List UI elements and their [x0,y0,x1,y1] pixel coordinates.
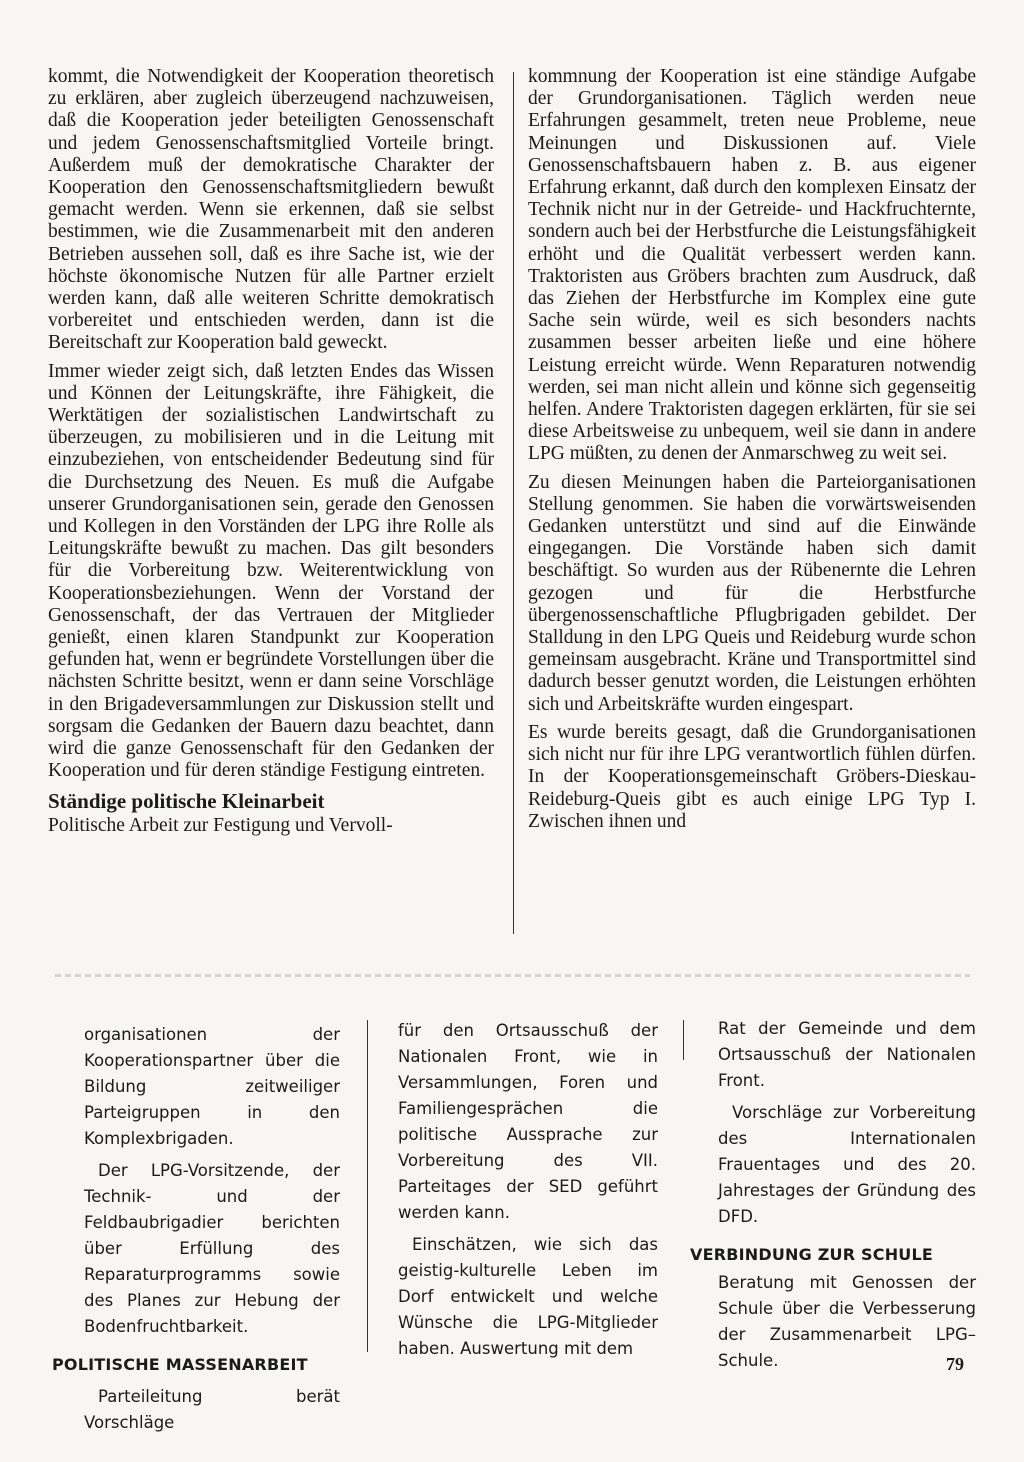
section-heading: Ständige politische Kleinarbeit [48,788,325,813]
box-list-item: Der LPG-Vorsitzende, der Technik- und der Feldbaubrigadier berichten über Erfüllung des Reparaturprogramms sowie des Planes zur Hebung der Bodenfruchtbarkeit. [84,1161,340,1336]
box-list-item: Vorschläge zur Vorbereitung des Internationalen Frauentages und des 20. Jahrestages der Gründung des DFD. [718,1103,976,1226]
section-separator [55,974,970,977]
paragraph: Politische Arbeit zur Festigung und Vervoll- [48,814,393,836]
page-number: 79 [946,1354,964,1374]
box-column-divider [683,1020,684,1060]
paragraph: kommt, die Notwendigkeit der Kooperation theoretisch zu erklären, aber zugleich überzeugend nachzuweisen, daß die Kooperation jeder beteiligten Genossenschaft und jedem Genossenschaftsmitglied Vorteile bringt. Außerdem muß der demokratische Charakter der Kooperation den Genossenschaftsmitgliedern bewußt gemacht werden. Wenn sie erkennen, daß sie selbst bestimmen, wie die Zusammenarbeit mit den anderen Betrieben aussehen soll, daß es ihre Sache ist, wie der höchste ökonomische Nutzen für alle Partner erzielt werden kann, daß alle weiteren Schritte demokratisch vorbereitet und entschieden werden, dann ist die Bereitschaft zur Kooperation bald geweckt. [48,66,494,354]
box-paragraph: Beratung mit Genossen der Schule über die Verbesserung der Zusammenarbeit LPG–Schule. [718,1273,976,1370]
box-column-2 [398,1018,658,1362]
box-list-item: Parteileitung berät Vorschläge [84,1387,340,1432]
paragraph: Zu diesen Meinungen haben die Parteiorganisationen Stellung genommen. Sie haben die vorwärtsweisenden Gedanken unterstützt und sind auf die Einwände eingegangen. Die Vorstände haben sich damit beschäftigt. So wurden aus der Rübenernte die Lehren gezogen und für die Herbstfurche übergenossenschaftliche Pflugbrigaden gebildet. Der Stalldung in den LPG Queis und Reideburg wurde schon gemeinsam ausgebracht. Kräne und Transportmittel sind dadurch besser genutzt worden, die Leistungen erhöhten sich und Arbeitskräfte wurden eingespart. [528,471,976,715]
box-heading-schule: VERBINDUNG ZUR SCHULE [690,1245,933,1264]
box-column-divider [367,1020,368,1352]
box-column-3 [690,1016,976,1374]
paragraph: Immer wieder zeigt sich, daß letzten Endes das Wissen und Können der Leitungskräfte, ihre Fähigkeit, die Werktätigen der sozialistischen Landwirtschaft zu überzeugen, zu mobilisieren und in die Leitung mit einzubeziehen, von entscheidender Bedeutung sind für die Durchsetzung des Neuen. Es muß die Aufgabe unserer Grundorganisationen sein, gerade den Genossen und Kollegen in den Vorständen der LPG ihre Rolle als Leitungskräfte bewußt zu machen. Das gilt besonders für die Vorbereitung bzw. Weiterentwicklung von Kooperationsbeziehungen. Wenn der Vorstand der Genossenschaft, der das Vertrauen der Mitglieder genießt, einen klaren Standpunkt zur Kooperation gefunden hat, wenn er begründete Vorstellungen über die nächsten Schritte besitzt, wenn er dann seine Vorschläge in den Brigadeversammlungen zur Diskussion stellt und sorgsam die Gedanken der Bauern dazu beachtet, dann wird die ganze Genossenschaft für den Gedanken der Kooperation und für deren ständige Festigung eintreten. [48,360,494,782]
box-column-1 [52,1022,340,1436]
paragraph: Es wurde bereits gesagt, daß die Grundorganisationen sich nicht nur für ihre LPG verantwortlich fühlen dürfen. In der Kooperationsgemeinschaft Gröbers-Dieskau-Reideburg-Queis gibt es auch einige LPG Typ I. Zwischen ihnen und [528,721,976,832]
box-list-item: Einschätzen, wie sich das geistig-kulturelle Leben im Dorf entwickelt und welche Wünsche die LPG-Mitglieder haben. Auswertung mit dem [398,1235,658,1358]
box-paragraph: Rat der Gemeinde und dem Ortsausschuß der Nationalen Front. [718,1019,976,1090]
box-paragraph: für den Ortsausschuß der Nationalen Front, wie in Versammlungen, Foren und Familiengesprächen die politische Aussprache zur Vorbereitung des VII. Parteitages der SED geführt werden kann. [398,1021,658,1222]
article-column-left [48,66,494,837]
box-heading-massenarbeit: POLITISCHE MASSENARBEIT [52,1355,308,1374]
article-column-right [528,66,976,833]
paragraph: kommnung der Kooperation ist eine ständige Aufgabe der Grundorganisationen. Täglich werden neue Erfahrungen gesammelt, treten neue Probleme, neue Meinungen und Diskussionen auf. Viele Genossenschaftsbauern haben z. B. aus eigener Erfahrung erkannt, daß durch den komplexen Einsatz der Technik nicht nur in der Getreide- und Hackfruchternte, sondern auch bei der Herbstfurche die Leistungsfähigkeit erhöht und die Qualität verbessert werden kann. Traktoristen aus Gröbers brachten zum Ausdruck, daß das Ziehen der Herbstfurche im Komplex eine gute Sache sein würde, weil es sich besonders nachts zusammen besser arbeiten ließe und eine höhere Leistung erreicht würde. Wenn Reparaturen notwendig werden, sei man nicht allein und könne sich gegenseitig helfen. Andere Traktoristen dagegen erklärten, für sie sei diese Arbeitsweise zu unbequem, weil sie dann in andere LPG müßten, zu denen der Anmarschweg zu weit sei. [528,66,976,465]
box-paragraph: organisationen der Kooperationspartner über die Bildung zeitweiliger Parteigruppen in den Komplexbrigaden. [84,1025,340,1148]
column-divider [513,72,514,934]
